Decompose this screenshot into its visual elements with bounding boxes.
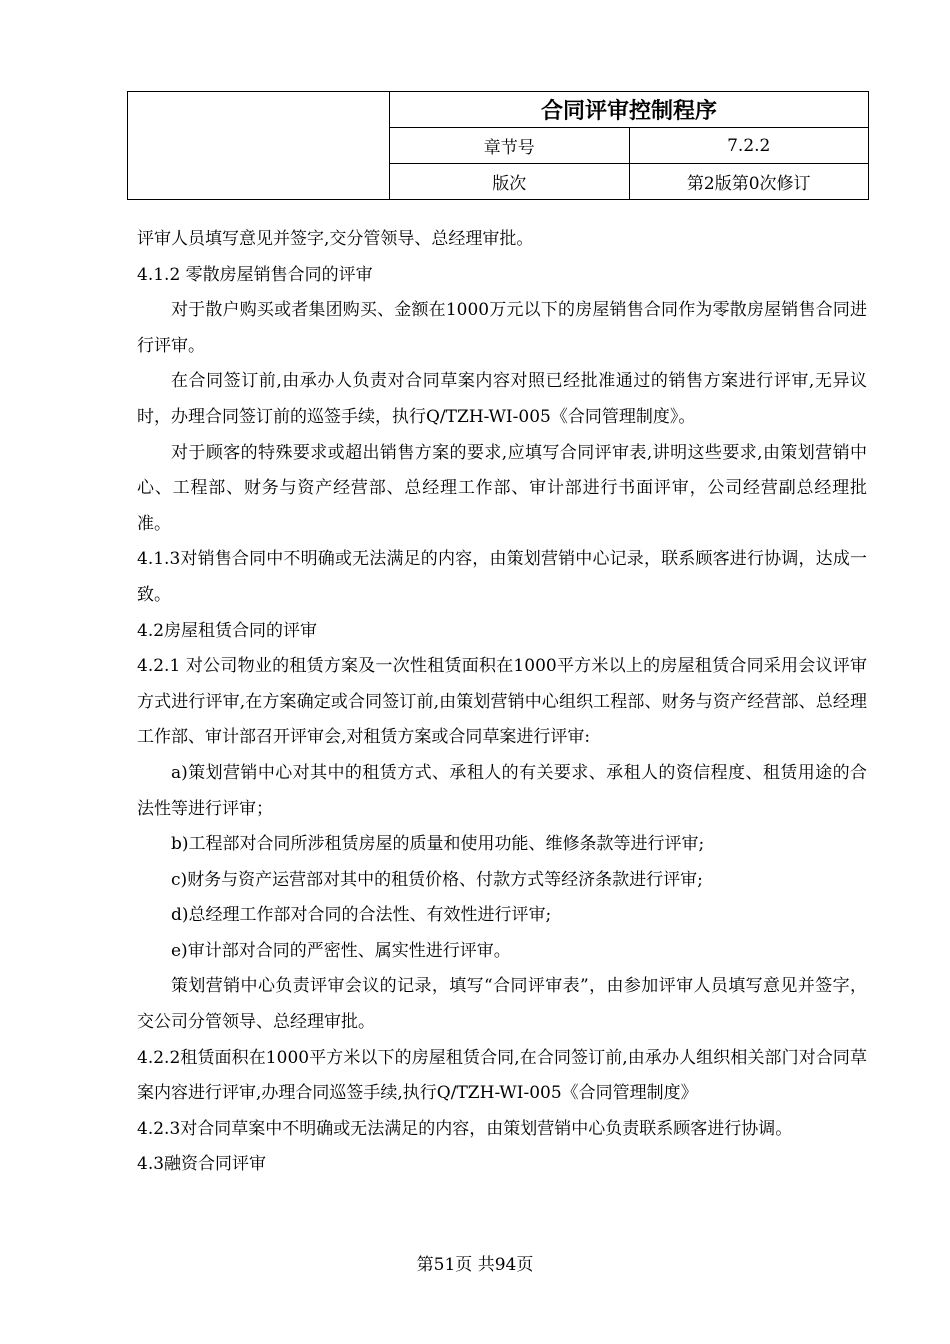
list-item: b)工程部对合同所涉租赁房屋的质量和使用功能、维修条款等进行评审; bbox=[171, 834, 705, 855]
paragraph: 4.1.3对销售合同中不明确或无法满足的内容，由策划营销中心记录，联系顾客进行协调，达成一致。 bbox=[137, 549, 867, 605]
section-heading: 4.1.2 零散房屋销售合同的评审 bbox=[137, 264, 373, 285]
paragraph: 对于散户购买或者集团购买、金额在1000万元以下的房屋销售合同作为零散房屋销售合同进行评审。 bbox=[137, 300, 867, 356]
document-header-table bbox=[127, 91, 869, 200]
paragraph: 评审人员填写意见并签字,交分管领导、总经理审批。 bbox=[137, 229, 534, 249]
paragraph: 4.2.2租赁面积在1000平方米以下的房屋租赁合同,在合同签订前,由承办人组织相关部门对合同草案内容进行评审,办理合同巡签手续,执行Q/TZH-WI-005《合同管理制度》 bbox=[137, 1047, 867, 1104]
paragraph: 对于顾客的特殊要求或超出销售方案的要求,应填写合同评审表,讲明这些要求,由策划营销中心、工程部、财务与资产经营部、总经理工作部、审计部进行书面评审，公司经营副总经理批准。 bbox=[137, 442, 867, 534]
paragraph: 策划营销中心负责评审会议的记录，填写“合同评审表”，由参加评审人员填写意见并签字，交公司分管领导、总经理审批。 bbox=[137, 976, 867, 1033]
edition-label: 版次 bbox=[390, 164, 630, 200]
paragraph: 在合同签订前,由承办人负责对合同草案内容对照已经批准通过的销售方案进行评审,无异议时，办理合同签订前的巡签手续，执行Q/TZH-WI-005《合同管理制度》。 bbox=[137, 371, 867, 427]
section-heading: 4.2房屋租赁合同的评审 bbox=[137, 620, 318, 641]
chapter-label: 章节号 bbox=[390, 128, 630, 164]
paragraph: 4.2.1 对公司物业的租赁方案及一次性租赁面积在1000平方米以上的房屋租赁合同采用会议评审方式进行评审,在方案确定或合同签订前,由策划营销中心组织工程部、财务与资产经营部、总经理工作部、审计部召开评审会,对租赁方案或合同草案进行评审: bbox=[137, 656, 867, 748]
chapter-value: 7.2.2 bbox=[629, 128, 869, 164]
logo-cell bbox=[128, 92, 390, 200]
list-item: e)审计部对合同的严密性、属实性进行评审。 bbox=[171, 940, 511, 961]
page-footer: 第51页 共94页 bbox=[416, 1255, 534, 1275]
paragraph: 4.2.3对合同草案中不明确或无法满足的内容，由策划营销中心负责联系顾客进行协调。 bbox=[137, 1118, 793, 1139]
list-item: a)策划营销中心对其中的租赁方式、承租人的有关要求、承租人的资信程度、租赁用途的合法性等进行评审； bbox=[137, 762, 867, 819]
list-item: d)总经理工作部对合同的合法性、有效性进行评审; bbox=[171, 905, 552, 926]
document-title: 合同评审控制程序 bbox=[390, 92, 869, 128]
document-body bbox=[137, 222, 867, 1183]
edition-value: 第2版第0次修订 bbox=[629, 164, 869, 200]
section-heading: 4.3融资合同评审 bbox=[137, 1154, 267, 1175]
list-item: c)财务与资产运营部对其中的租赁价格、付款方式等经济条款进行评审; bbox=[171, 869, 703, 890]
